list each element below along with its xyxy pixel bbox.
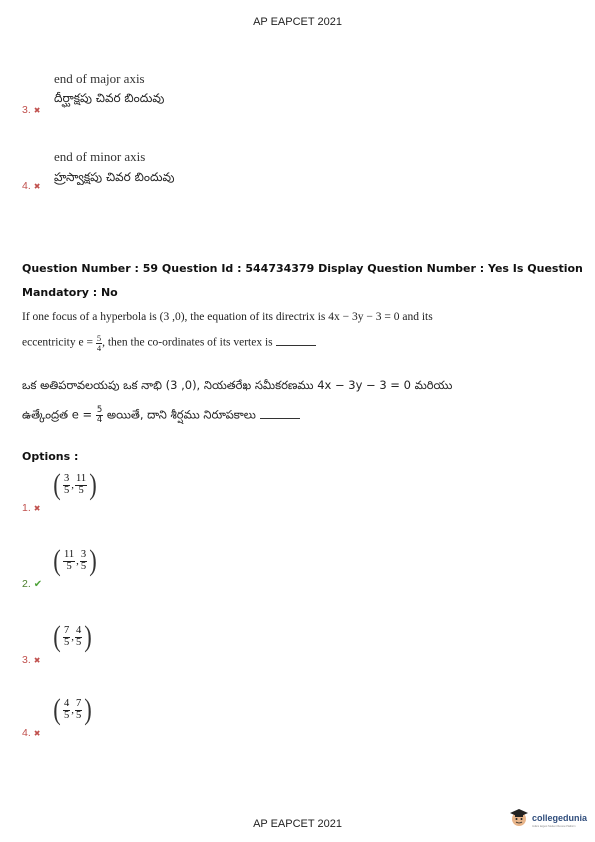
fraction-denominator: 5 [76,636,82,648]
fraction-numerator: 4 [64,698,70,709]
question-text-en-tail: , then the co-ordinates of its vertex is [102,336,273,349]
wrong-mark-icon: ✖ [33,656,41,665]
eccentricity-label: eccentricity e = [22,336,93,349]
question-text-te-line2 [22,406,300,425]
question-text-en-line2 [22,334,316,352]
fraction-numerator: 5 [96,333,102,343]
right-paren: ) [89,468,97,501]
comma: , [76,555,79,567]
prev-option-4-telugu: హ్రస్వాక్షపు చివర బిందువు [54,170,175,184]
fraction-numerator: 11 [64,549,75,560]
wrong-mark-icon: ✖ [33,106,41,115]
fraction-numerator: 5 [96,405,103,415]
fraction-numerator: 3 [64,473,70,484]
option-4-number [22,727,40,739]
option-number-label: 4. [22,727,31,739]
collegedunia-logo [508,806,587,828]
page-header: AP EAPCET 2021 [253,16,342,28]
prev-option-4-number [22,180,40,192]
left-paren: ( [53,693,61,726]
option-4-expression [52,695,93,725]
logo-tagline: India's largest Student Review Platform [532,825,576,828]
comma: , [71,631,74,643]
y-fraction [75,474,87,496]
prev-option-3-number [22,104,40,116]
option-2-expression [52,546,98,576]
fraction-numerator: 3 [80,549,87,560]
y-fraction [75,699,82,721]
question-header-line1: Question Number : 59 Question Id : 544734379 Display Question Number : Yes Is Question [22,262,583,275]
options-label: Options : [22,450,79,463]
comma: , [71,704,74,716]
fraction-denominator: 5 [64,709,70,721]
fraction-denominator: 5 [80,560,87,572]
x-fraction [63,474,70,496]
question-text-te-tail: అయితే, దాని శీర్షము నిరూపకాలు [106,407,256,422]
left-paren: ( [53,468,61,501]
fraction-numerator: 7 [76,698,82,709]
fraction-denominator: 4 [96,414,103,425]
option-number-label: 4. [22,180,31,192]
eccentricity-fraction-te [96,406,103,424]
option-1-number [22,502,40,514]
option-number-label: 2. [22,578,31,590]
left-paren: ( [53,620,61,653]
page-footer: AP EAPCET 2021 [253,818,342,830]
question-header-line2: Mandatory : No [22,286,118,299]
y-fraction [75,626,82,648]
wrong-mark-icon: ✖ [33,729,41,738]
fraction-numerator: 7 [64,625,70,636]
fraction-denominator: 5 [64,484,70,496]
correct-check-icon: ✔ [33,579,43,590]
x-fraction [63,626,70,648]
right-paren: ) [84,693,92,726]
answer-blank [260,410,300,419]
logo-text: collegedunia [532,813,588,823]
option-number-label: 3. [22,654,31,666]
fraction-denominator: 5 [76,709,82,721]
comma: , [71,479,74,491]
question-text-en-line1: If one focus of a hyperbola is (3 ,0), the equation of its directrix is 4x − 3y − 3 = 0 and its [22,311,433,323]
wrong-mark-icon: ✖ [33,182,41,191]
wrong-mark-icon: ✖ [33,504,41,513]
graduate-mascot-icon [508,806,530,828]
prev-option-3-telugu: దీర్ఘాక్షపు చివర బిందువు [54,91,165,105]
left-paren: ( [53,544,61,577]
prev-option-4-english: end of minor axis [54,149,146,164]
option-3-expression [52,622,93,652]
x-fraction [63,550,75,572]
y-fraction [80,550,87,572]
fraction-denominator: 5 [64,636,70,648]
x-fraction [63,699,70,721]
option-2-number [22,578,42,590]
fraction-denominator: 4 [96,342,102,353]
fraction-denominator: 5 [78,484,84,496]
prev-option-3-english: end of major axis [54,71,145,86]
option-1-expression [52,470,98,500]
right-paren: ) [84,620,92,653]
option-3-number [22,654,40,666]
answer-blank [276,337,316,346]
option-number-label: 1. [22,502,31,514]
option-number-label: 3. [22,104,31,116]
fraction-denominator: 5 [66,560,72,572]
eccentricity-label-te: ఉత్కేంద్రత e = [22,407,93,422]
fraction-numerator: 11 [76,473,87,484]
question-text-te-line1: ఒక అతిపరావలయపు ఒక నాభి (3 ,0), నియతరేఖ సమీకరణము 4x − 3y − 3 = 0 మరియు [22,378,453,392]
right-paren: ) [89,544,97,577]
fraction-numerator: 4 [76,625,82,636]
